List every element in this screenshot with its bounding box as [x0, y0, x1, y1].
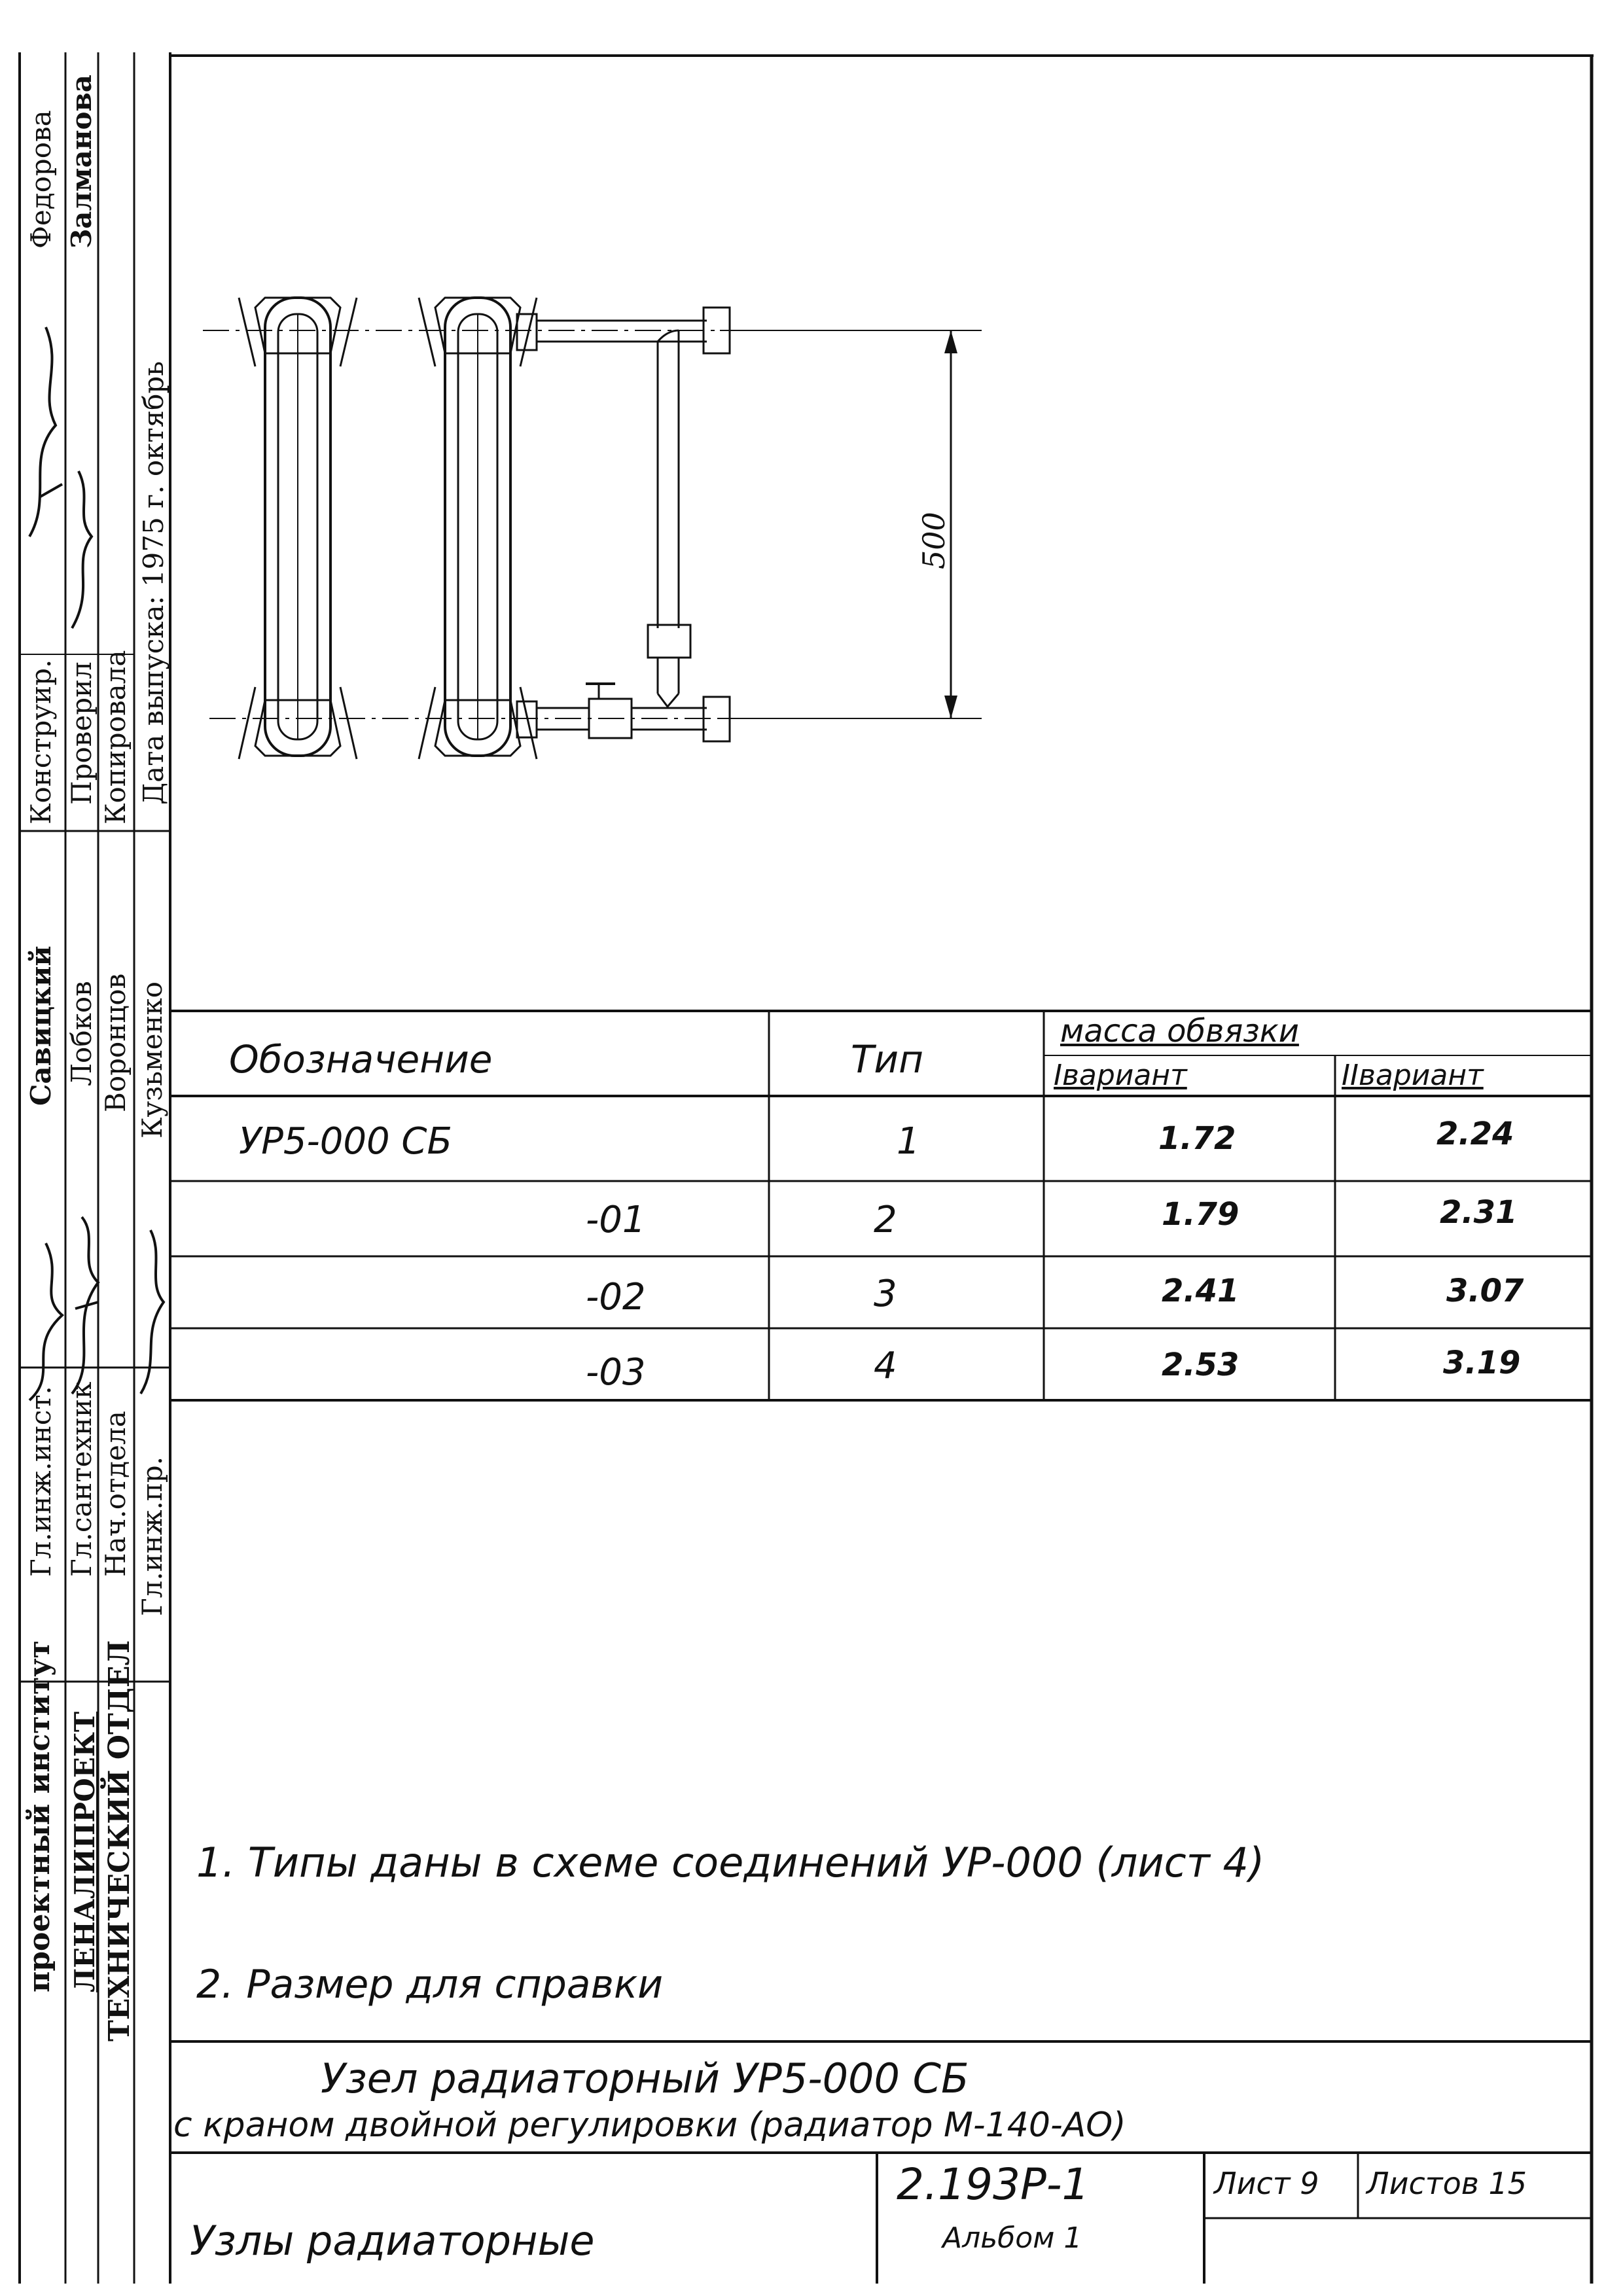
signature-designer — [29, 327, 62, 537]
name-savitsky: Савицкий — [25, 945, 57, 1106]
table-row-1-variant2: 2.24 — [1436, 1116, 1514, 1152]
album-number: Альбом 1 — [942, 2221, 1082, 2255]
table-row-2-designation: -01 — [586, 1199, 646, 1241]
dimension-500-label: 500 — [916, 512, 952, 569]
table-row-4-variant1: 2.53 — [1162, 1347, 1240, 1383]
title-line-1: Узел радиаторный УР5-000 СБ — [321, 2055, 969, 2102]
table-row-3-type: 3 — [874, 1273, 897, 1315]
document-code: 2.193Р-1 — [897, 2159, 1090, 2210]
signature-chief-plumber — [72, 1217, 98, 1394]
header-variant-2: IIвариант — [1342, 1059, 1484, 1092]
table-row-4-variant2: 3.19 — [1443, 1345, 1521, 1381]
table-row-2-variant1: 1.79 — [1162, 1196, 1240, 1233]
name-kuzmenko: Кузьменко — [136, 981, 168, 1139]
table-row-2-type: 2 — [874, 1199, 897, 1241]
note-2: 2. Размер для справки — [196, 1962, 664, 2007]
series-name: Узлы радиаторные — [190, 2217, 595, 2265]
header-mass: масса обвязки — [1060, 1013, 1299, 1050]
sheet-number: Лист 9 — [1214, 2166, 1319, 2201]
signature-chief-engineer — [29, 1243, 62, 1400]
signature-project-engineer — [141, 1230, 164, 1394]
name-vorontsov: Воронцов — [99, 973, 132, 1112]
header-type: Тип — [851, 1037, 924, 1082]
department-name: ТЕХНИЧЕСКИЙ ОТДЕЛ — [103, 1640, 136, 2041]
table-row-1-variant1: 1.72 — [1158, 1120, 1236, 1157]
name-fedorova: Федорова — [25, 110, 57, 249]
header-designation: Обозначение — [229, 1037, 493, 1082]
sheets-total: Листов 15 — [1366, 2166, 1527, 2201]
name-lobkov: Лобков — [65, 981, 98, 1086]
role-chief-project-engineer: Гл.инж.пр. — [136, 1456, 168, 1616]
table-row-3-variant1: 2.41 — [1162, 1273, 1240, 1309]
table-row-4-type: 4 — [874, 1345, 897, 1387]
release-date: Дата выпуска: 1975 г. октябрь — [137, 361, 169, 805]
institute-name: проектный институт — [23, 1640, 56, 1992]
role-designed-by: Конструир. — [25, 659, 57, 824]
table-row-1-designation: УР5-000 СБ — [239, 1120, 452, 1163]
role-copied-by: Копировала — [99, 650, 132, 824]
header-variant-1: Iвариант — [1054, 1059, 1187, 1092]
role-head-of-department: Нач.отдела — [99, 1411, 132, 1577]
role-chief-engineer-institute: Гл.инж.инст. — [25, 1386, 57, 1577]
institute-abbrev: ЛЕНАЛИПРОЕКТ — [69, 1711, 101, 1992]
role-chief-plumber: Гл.сантехник — [65, 1381, 98, 1577]
table-row-3-designation: -02 — [586, 1276, 646, 1318]
signature-checker — [72, 471, 92, 628]
note-1: 1. Типы даны в схеме соединений УР-000 (лист 4) — [196, 1839, 1265, 1886]
table-row-3-variant2: 3.07 — [1446, 1273, 1524, 1309]
table-row-4-designation: -03 — [586, 1351, 646, 1394]
table-row-1-type: 1 — [897, 1120, 920, 1163]
title-line-2: с краном двойной регулировки (радиатор М-140-АО) — [173, 2106, 1126, 2145]
role-checked-by: Проверил — [65, 662, 98, 805]
table-row-2-variant2: 2.31 — [1440, 1194, 1518, 1231]
name-zalmanova: Залманова — [65, 75, 98, 249]
